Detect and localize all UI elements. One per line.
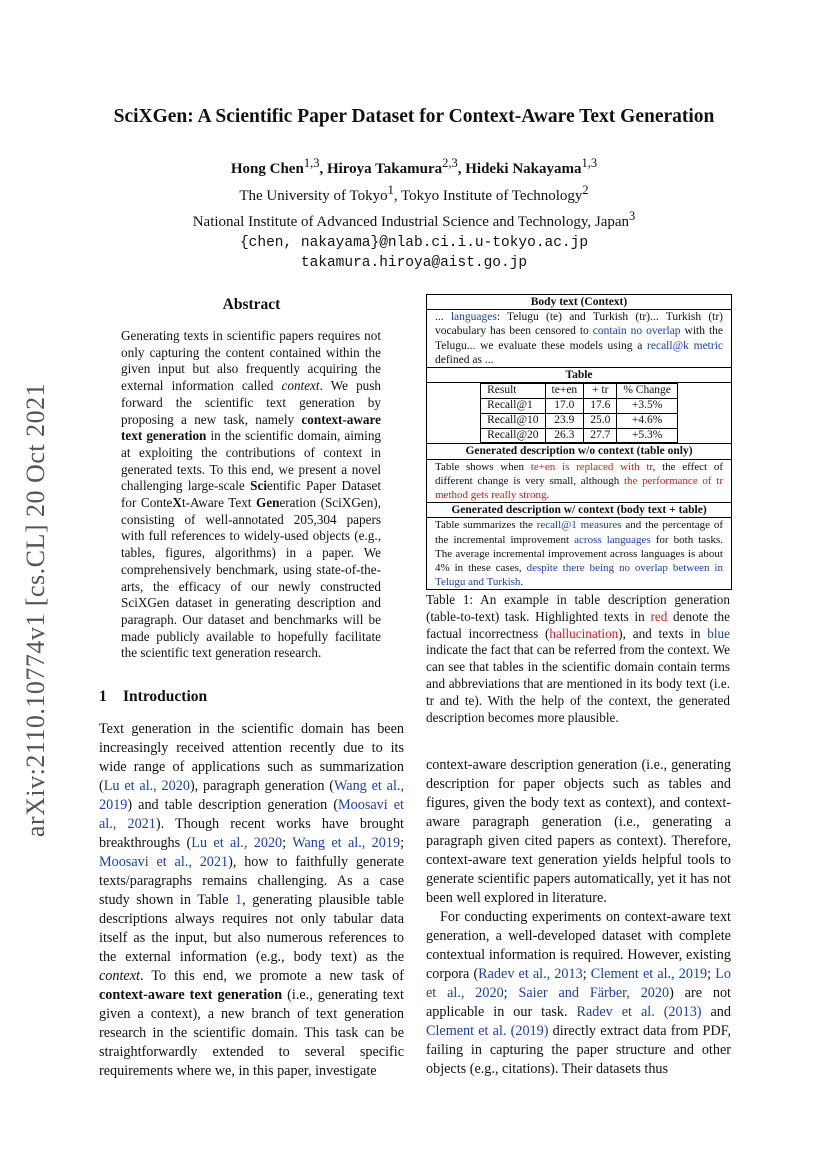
paper-title: SciXGen: A Scientific Paper Dataset for Context-Aware Text Generation	[113, 106, 715, 127]
citation-link[interactable]: Lu et al., 2020	[191, 835, 283, 851]
arxiv-identifier: arXiv:2110.10774v1 [cs.CL] 20 Oct 2021	[21, 382, 51, 838]
citation-link[interactable]: Radev et al. (2013)	[576, 1004, 702, 1020]
citation-link[interactable]: Saier and Färber, 2020	[518, 985, 670, 1001]
author-name: Hong Chen	[230, 161, 304, 177]
citation-link[interactable]: Moosavi et al., 2021	[99, 854, 229, 870]
column-header: te+en	[545, 384, 584, 399]
right-column-text	[426, 756, 731, 1079]
citation-link[interactable]: Lo et al., 2020	[426, 966, 731, 1001]
author-affil-sup: 2,3	[442, 156, 458, 170]
author-line: Hong Chen$^{1,3}$, Hiroya Takamura$^{2,3}$, Hideki Nakayama$^{1,3}$	[230, 156, 598, 177]
intro-paragraph: Text generation in the scientific domain has been increasingly received attention recently due to its wide range of applications such as summarization (Lu et al., 2020), paragraph generation (Wang et al., 2019) and table description generation (Moosavi et al., 2021). Though recent works have brought breakthroughs (Lu et al., 2020; Wang et al., 2019; Moosavi et al., 2021), how to faithfully generate texts/paragraphs remains challenging. As a case study shown in Table 1, generating plausible table descriptions always requires not only tabular data itself as the input, but also numerous references to the external information (e.g., body text) as the context. To this end, we promote a new task of context-aware text generation (i.e., generating text given a context), a new branch of text generation research in the scientific domain. This task can be straightforwardly extended to several specific requirements where we, in this paper, investigate	[99, 721, 405, 1079]
results-table	[480, 383, 678, 443]
affiliation-line: National Institute of Advanced Industrial Science and Technology, Japan$^3$	[192, 209, 636, 230]
author-name: Hiroya Takamura	[326, 161, 443, 177]
table-ref-link[interactable]: 1	[235, 892, 243, 908]
email-line: {chen, nakayama}@nlab.ci.i.u-tokyo.ac.jp	[239, 234, 589, 251]
author-name: Hideki Nakayama	[465, 161, 582, 177]
citation-link[interactable]: Lu et al., 2020	[103, 778, 190, 794]
column-header: % Change	[617, 384, 678, 399]
citation-link[interactable]: Wang et al., 2019	[99, 778, 404, 813]
section-heading: 1 Introduction	[99, 688, 208, 705]
author-block	[60, 153, 768, 274]
author-affil-sup: 1,3	[303, 156, 320, 170]
paragraph: context-aware description generation (i.e., generating description for paper objects such as tables and figures, given the body text as context), and context-aware paragraph generation (i.e., generating a paragraph given cited papers as context). Therefore, context-aware text generation yields helpful tools to generate scientific papers automatically, yet it has not been well explored in literature.	[426, 757, 731, 906]
citation-link[interactable]: Wang et al., 2019	[292, 835, 401, 851]
table-section-header: Generated description w/ context (body text + table)	[427, 503, 731, 518]
abstract-heading: Abstract	[222, 296, 281, 313]
citation-link[interactable]: Moosavi et al., 2021	[99, 797, 404, 832]
citation-link[interactable]: Clement et al. (2019)	[426, 1023, 549, 1039]
arxiv-sidebar	[16, 370, 56, 850]
table-row: Recall@10 23.9 25.0 +4.6%	[481, 413, 678, 428]
table-caption: Table 1: An example in table description generation (table-to-text) task. Highlighted texts in red denote the factual incorrectness (hallucination), and texts in blue indicate the fact that can be referred from the context. We can see that tables in the scientific domain contain terms and abbreviations that are mentioned in its body text (i.e. tr and te). With the help of the context, the generated description becomes more plausible.	[426, 592, 731, 725]
paragraph: For conducting experiments on context-aware text generation, a well-developed dataset with complete contextual information is required. However, existing corpora (Radev et al., 2013; Clement et al., 2019; Lo et al., 2020; Saier and Färber, 2020) are not applicable in our task. Radev et al. (2013) and Clement et al. (2019) directly extract data from PDF, failing in capturing the paper structure and other objects (e.g., citations). Their datasets thus	[426, 909, 731, 1077]
table-header-row	[481, 384, 678, 399]
body-text-context: ... languages: Telugu (te) and Turkish (tr)... Turkish (tr) vocabulary has been censored to contain no overlap with the Telugu... we evaluate these models using a recall@k metric defined as ...	[427, 310, 731, 368]
table-section-header: Generated description w/o context (table only)	[427, 444, 731, 459]
generated-without-context: Table shows when te+en is replaced with tr, the effect of different change is very small, although the performance of tr method gets really strong.	[427, 460, 731, 504]
author-affil-sup: 1,3	[581, 156, 598, 170]
table-section-header: Table	[427, 368, 731, 383]
abstract-text: Generating texts in scientific papers requires not only capturing the content contained within the given input but also frequently acquiring the external information called context. We push forward the scientific text generation by proposing a new task, namely context-aware text generation in the scientific domain, aiming at exploiting the contributions of context in generated texts. To this end, we present a novel challenging large-scale Scientific Paper Dataset for ConteXt-Aware Text Generation (SciXGen), consisting of well-annotated 205,304 papers with full references to widely-used objects (e.g., tables, figures, algorithms) in a paper. We comprehensively benchmark, using state-of-the-arts, the efficacy of our newly constructed SciXGen dataset in generating description and paragraph. Our dataset and benchmarks will be made publicly available to hopefully facilitate the scientific text generation research.	[121, 328, 382, 661]
email-line: takamura.hiroya@aist.go.jp	[300, 255, 528, 271]
table-1	[426, 294, 732, 590]
results-table-wrap	[427, 383, 731, 444]
table-row: Recall@20 26.3 27.7 +5.3%	[481, 428, 678, 443]
citation-link[interactable]: Radev et al., 2013	[478, 966, 583, 982]
table-row: Recall@1 17.0 17.6 +3.5%	[481, 399, 678, 414]
column-header: + tr	[584, 384, 617, 399]
generated-with-context: Table summarizes the recall@1 measures and the percentage of the incremental improvement across languages for both tasks. The average incremental improvement across languages is about 4% in these cases, despite there being no overlap between in Telugu and Turkish.	[435, 519, 723, 589]
affiliation-line: The University of Tokyo$^1$, Tokyo Institute of Technology$^2$	[239, 182, 589, 204]
table-section-header: Body text (Context)	[427, 295, 731, 310]
citation-link[interactable]: Clement et al., 2019	[590, 966, 708, 982]
column-header: Result	[481, 384, 545, 399]
